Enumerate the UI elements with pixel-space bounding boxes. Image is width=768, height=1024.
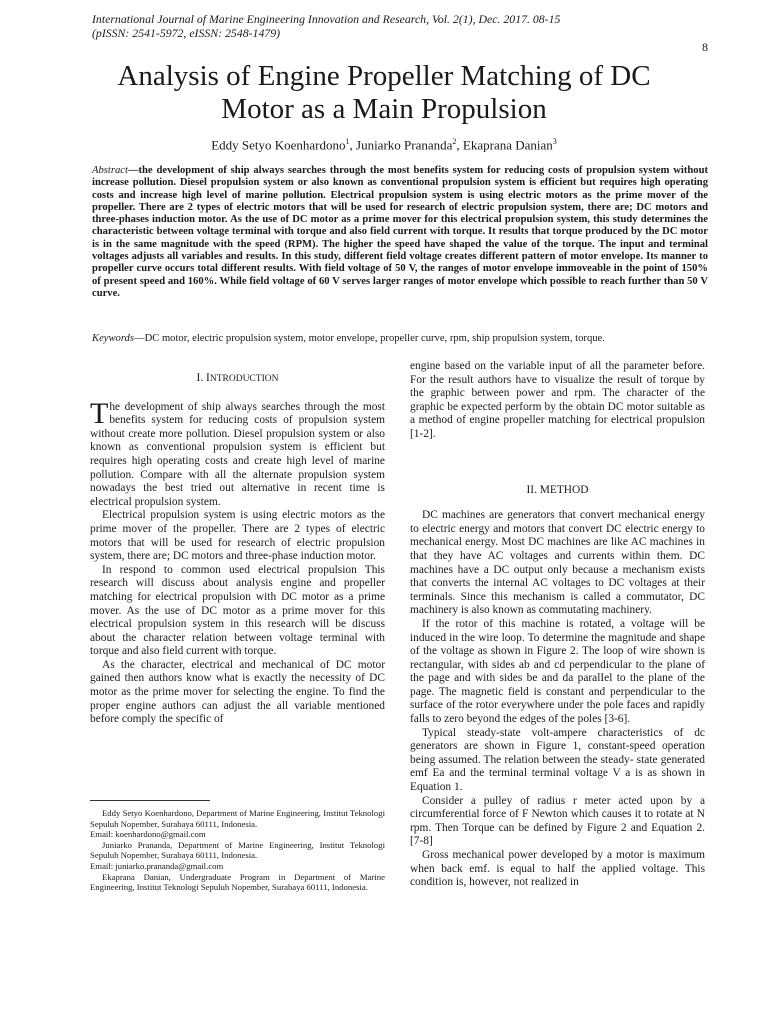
journal-issn: (pISSN: 2541-5972, eISSN: 2548-1479) (92, 26, 281, 40)
author-affiliation-mark: 1 (345, 137, 350, 146)
keywords-label: Keywords (92, 333, 134, 344)
intro-paragraph: Electrical propulsion system is using electric motors as the prime mover of the propeller. There are 2 types of electric motors that will be used for research of electric propulsion system, there are; DC motors and three-phase induction motor. (90, 509, 385, 563)
intro-paragraph-continued: engine based on the variable input of all the parameter before. For the result authors have to visualize the result of torque by the graphic between power and rpm. The character of the graphic be expected perform by the obtain DC motor suitable as a method of engine propeller matching for electrical propulsion [1-2]. (410, 360, 705, 440)
method-paragraph: Gross mechanical power developed by a motor is maximum when back emf. is equal to half the applied voltage. This condition is, however, not realized in (410, 849, 705, 889)
footnote-author-3: Ekaprana Danian, Undergraduate Program in Department of Marine Engineering, Institut Teknologi Sepuluh Nopember, Surabaya 60111, Indonesia. (90, 871, 385, 893)
section-heading-introduction: I. INTRODUCTION (196, 372, 279, 384)
page-number: 8 (702, 40, 708, 54)
intro-paragraph: As the character, electrical and mechanical of DC motor gained then authors know what is exactly the necessity of DC motor as the prime mover for selecting the engine. To find the proper engine authors can adjust the all variable mentioned before comply the specific of (90, 658, 385, 726)
footnote-divider (90, 800, 210, 801)
footnote-author-1: Eddy Setyo Koenhardono, Department of Marine Engineering, Institut Teknologi Sepuluh Nopember, Surabaya 60111, Indonesia. (90, 808, 385, 829)
footnote-author-2: Juniarko Prananda, Department of Marine Engineering, Institut Teknologi Sepuluh Nopember, Surabaya 60111, Indonesia. (90, 839, 385, 861)
right-column (410, 360, 705, 890)
author-affiliation-mark: 2 (452, 137, 457, 146)
footnote-email-2: Email: juniarko.prananda@gmail.com (90, 860, 224, 871)
author-separator: , (456, 137, 463, 153)
section-heading-method: II. METHOD (526, 483, 589, 496)
intro-paragraph: The development of ship always searches through the most benefits system for reducing costs of propulsion system without create more pollution. Diesel propulsion system or also known as conventional propulsion system is efficient but requires high operating costs and create high level of marine pollution. Compare with all the alternate propulsion system nowadays the best tried out alternative in recent time is electrical propulsion system. (90, 396, 385, 508)
author-name: Eddy Setyo Koenhardono (211, 137, 346, 153)
author-name: Juniarko Prananda (356, 137, 453, 153)
method-paragraph: DC machines are generators that convert mechanical energy to electric energy and motors that convert DC electric energy to mechanical energy. Most DC machines are like AC machines in that they have AC voltages and currents within them. DC machines have a DC output only because a mechanism exists that converts the internal AC voltages to DC voltages at their terminals. Since this mechanism is called a commutator, DC machinery is also known as commutating machinery. (410, 509, 705, 617)
author-affiliation-mark: 3 (552, 137, 557, 146)
drop-cap: T (90, 396, 109, 430)
keywords (92, 333, 708, 344)
author-list (80, 137, 688, 153)
method-paragraph: Typical steady-state volt-ampere characteristics of dc generators are shown in Figure 1, constant-speed operation being assumed. The relation between the steady- state generated emf Ea and the terminal terminal voltage V a is as shown in Equation 1. (410, 726, 705, 794)
journal-header (92, 12, 708, 40)
author-separator: , (349, 137, 357, 153)
journal-citation: International Journal of Marine Engineering Innovation and Research, Vol. 2(1), Dec. 2017. 08-15 (92, 12, 561, 26)
footnote-email-1: Email: koenhardono@gmail.com (90, 829, 206, 840)
author-name: Ekaprana Danian (462, 137, 553, 153)
intro-paragraph: In respond to common used electrical propulsion This research will discuss about analysis engine and propeller matching for electrical propulsion with DC motor as a prime mover. As the use of DC motor as a prime mover for this electrical propulsion system in this research will be discuss about the character relation between voltage terminal with torque and also field current with torque. (90, 563, 385, 658)
footnotes (90, 808, 385, 893)
abstract-label: Abstract (92, 165, 128, 176)
paper-title: Analysis of Engine Propeller Matching of DC Motor as a Main Propulsion (117, 60, 651, 125)
keywords-text: —DC motor, electric propulsion system, motor envelope, propeller curve, rpm, ship propulsion system, torque. (133, 333, 605, 344)
method-paragraph: If the rotor of this machine is rotated, a voltage will be induced in the wire loop. To determine the magnitude and shape of the voltage as shown in Figure 2. The loop of wire shown is rectangular, with sides ab and cd perpendicular to the plane of the page and with sides be and da paralIel to the plane of the page. The magnetic field is constant and perpendicular to the surface of the rotor everywhere under the pole faces and rapidly falls to zero beyond the edges of the poles [3-6]. (410, 617, 705, 726)
method-paragraph: Consider a pulley of radius r meter acted upon by a circumferential force of F Newton which causes it to rotate at N rpm. Then Torque can be defined by Figure 2 and Equation 2. [7-8] (410, 794, 705, 848)
left-column (90, 360, 385, 727)
abstract (92, 165, 708, 300)
abstract-text: —the development of ship always searches through the most benefits system for reducing costs of propulsion system without increase pollution. Diesel propulsion system or also known as conventional propulsion system is efficient but requires high operating costs and increase high level of marine pollution. Electrical propulsion system is using electric motors as the prime mover of the propeller. There are 2 types of electric motors that will be used for research of electric propulsion system, there are; DC motors and three-phases induction motor. As the use of DC motor as a prime mover for this electrical propulsion system, this study determines the characteristic between voltage terminal with torque and also field current with torque. It results that torque produced by the DC motor is in the same magnitude with the speed (RPM). The higher the speed have shaped the value of the torque. The input and terminal voltages adjusts all variables and results. In this study, different field voltage creates different pattern of motor envelope. Its manner to propeller curve occurs total different results. With field voltage of 50 V, the ranges of motor envelope immoveable in the point of 150% of present speed and 160%. While field voltage of 60 V serves larger ranges of motor envelope which possible to reach further than 50 V curve. (92, 165, 708, 299)
